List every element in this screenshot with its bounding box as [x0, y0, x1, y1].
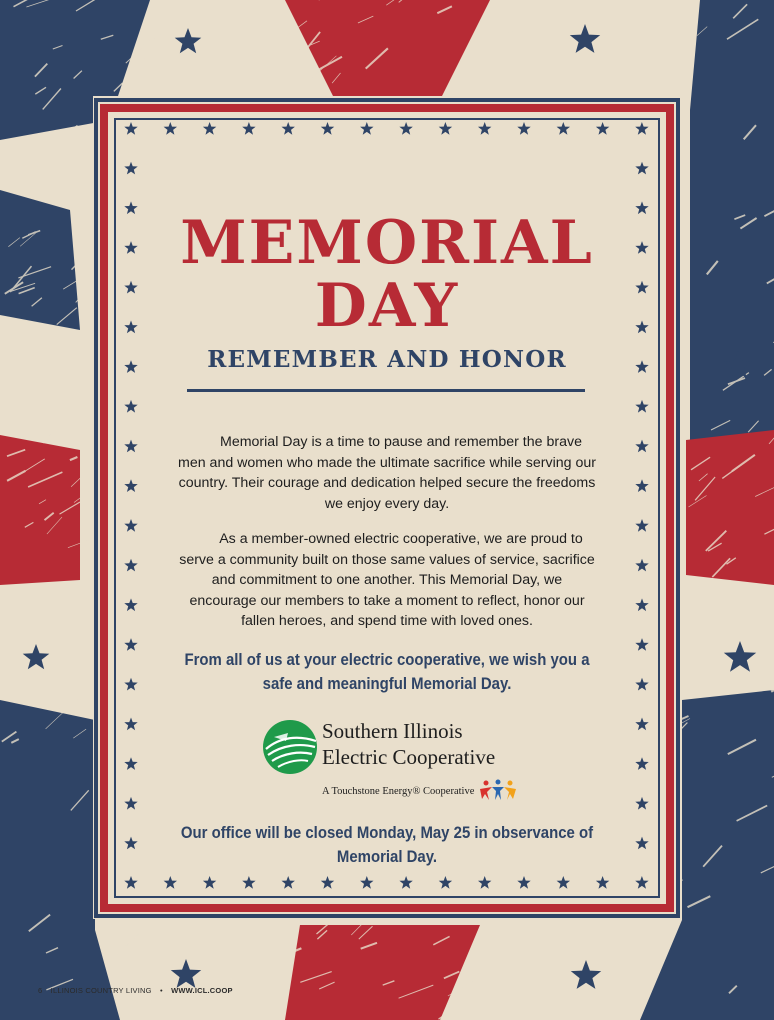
ray-left-mid-navy: [0, 190, 80, 330]
decorative-star: [171, 959, 201, 988]
subtitle: REMEMBER AND HONOR: [207, 346, 567, 373]
title-line-1: MEMORIAL: [180, 208, 594, 278]
touchstone-tagline: A Touchstone Energy® Cooperative: [322, 786, 475, 797]
distress-scratch: [133, 58, 146, 66]
paragraph-2: [178, 529, 596, 632]
distress-scratch: [488, 28, 517, 46]
ray-bottom-red: [285, 925, 480, 1020]
website-link[interactable]: WWW.ICL.COOP: [171, 986, 233, 995]
distress-scratch: [143, 34, 160, 46]
divider-rule: [187, 389, 585, 392]
page-number: 6: [38, 986, 43, 995]
paragraph-1-text: Memorial Day is a time to pause and remember the brave men and women who made the ultimate sacrifice while serving our country. Their courage and dedication helped secure the freedoms we enjoy every day.: [178, 434, 596, 512]
ray-left-red: [0, 435, 80, 585]
decorative-star: [570, 24, 600, 53]
page-footer: [38, 986, 233, 995]
distress-scratch: [484, 78, 514, 93]
office-closed-notice: Our office will be closed Monday, May 25 in observance of Memorial Day.: [180, 823, 594, 866]
green-globe-farm-icon: [262, 719, 318, 775]
org-name-line-2: Electric Cooperative: [322, 745, 496, 769]
distress-scratch: [116, 931, 142, 956]
footer-separator: •: [160, 986, 163, 995]
org-name-line-1: Southern Illinois: [322, 719, 463, 743]
paragraph-2-text: As a member-owned electric cooperative, we are proud to serve a community built on those same values of service, sacrifice and commitment to one another. This Memorial Day, we encourage our members to take a moment to reflect, honor our fallen heroes, and spend time with loved ones.: [179, 531, 595, 630]
decorative-star: [23, 644, 50, 669]
publication-name: ILLINOIS COUNTRY LIVING: [50, 986, 152, 995]
distress-scratch: [76, 287, 89, 302]
decorative-star: [175, 28, 202, 53]
distress-scratch: [59, 698, 81, 709]
paragraph-1: [178, 432, 596, 514]
distress-scratch: [43, 427, 58, 443]
title-line-2: DAY: [314, 271, 460, 341]
touchstone-people-icon: [478, 778, 518, 802]
decorative-star: [571, 960, 601, 989]
wish-callout: From all of us at your electric cooperative, we wish you a safe and meaningful Memorial Day.: [184, 650, 590, 693]
decorative-star: [724, 641, 756, 672]
